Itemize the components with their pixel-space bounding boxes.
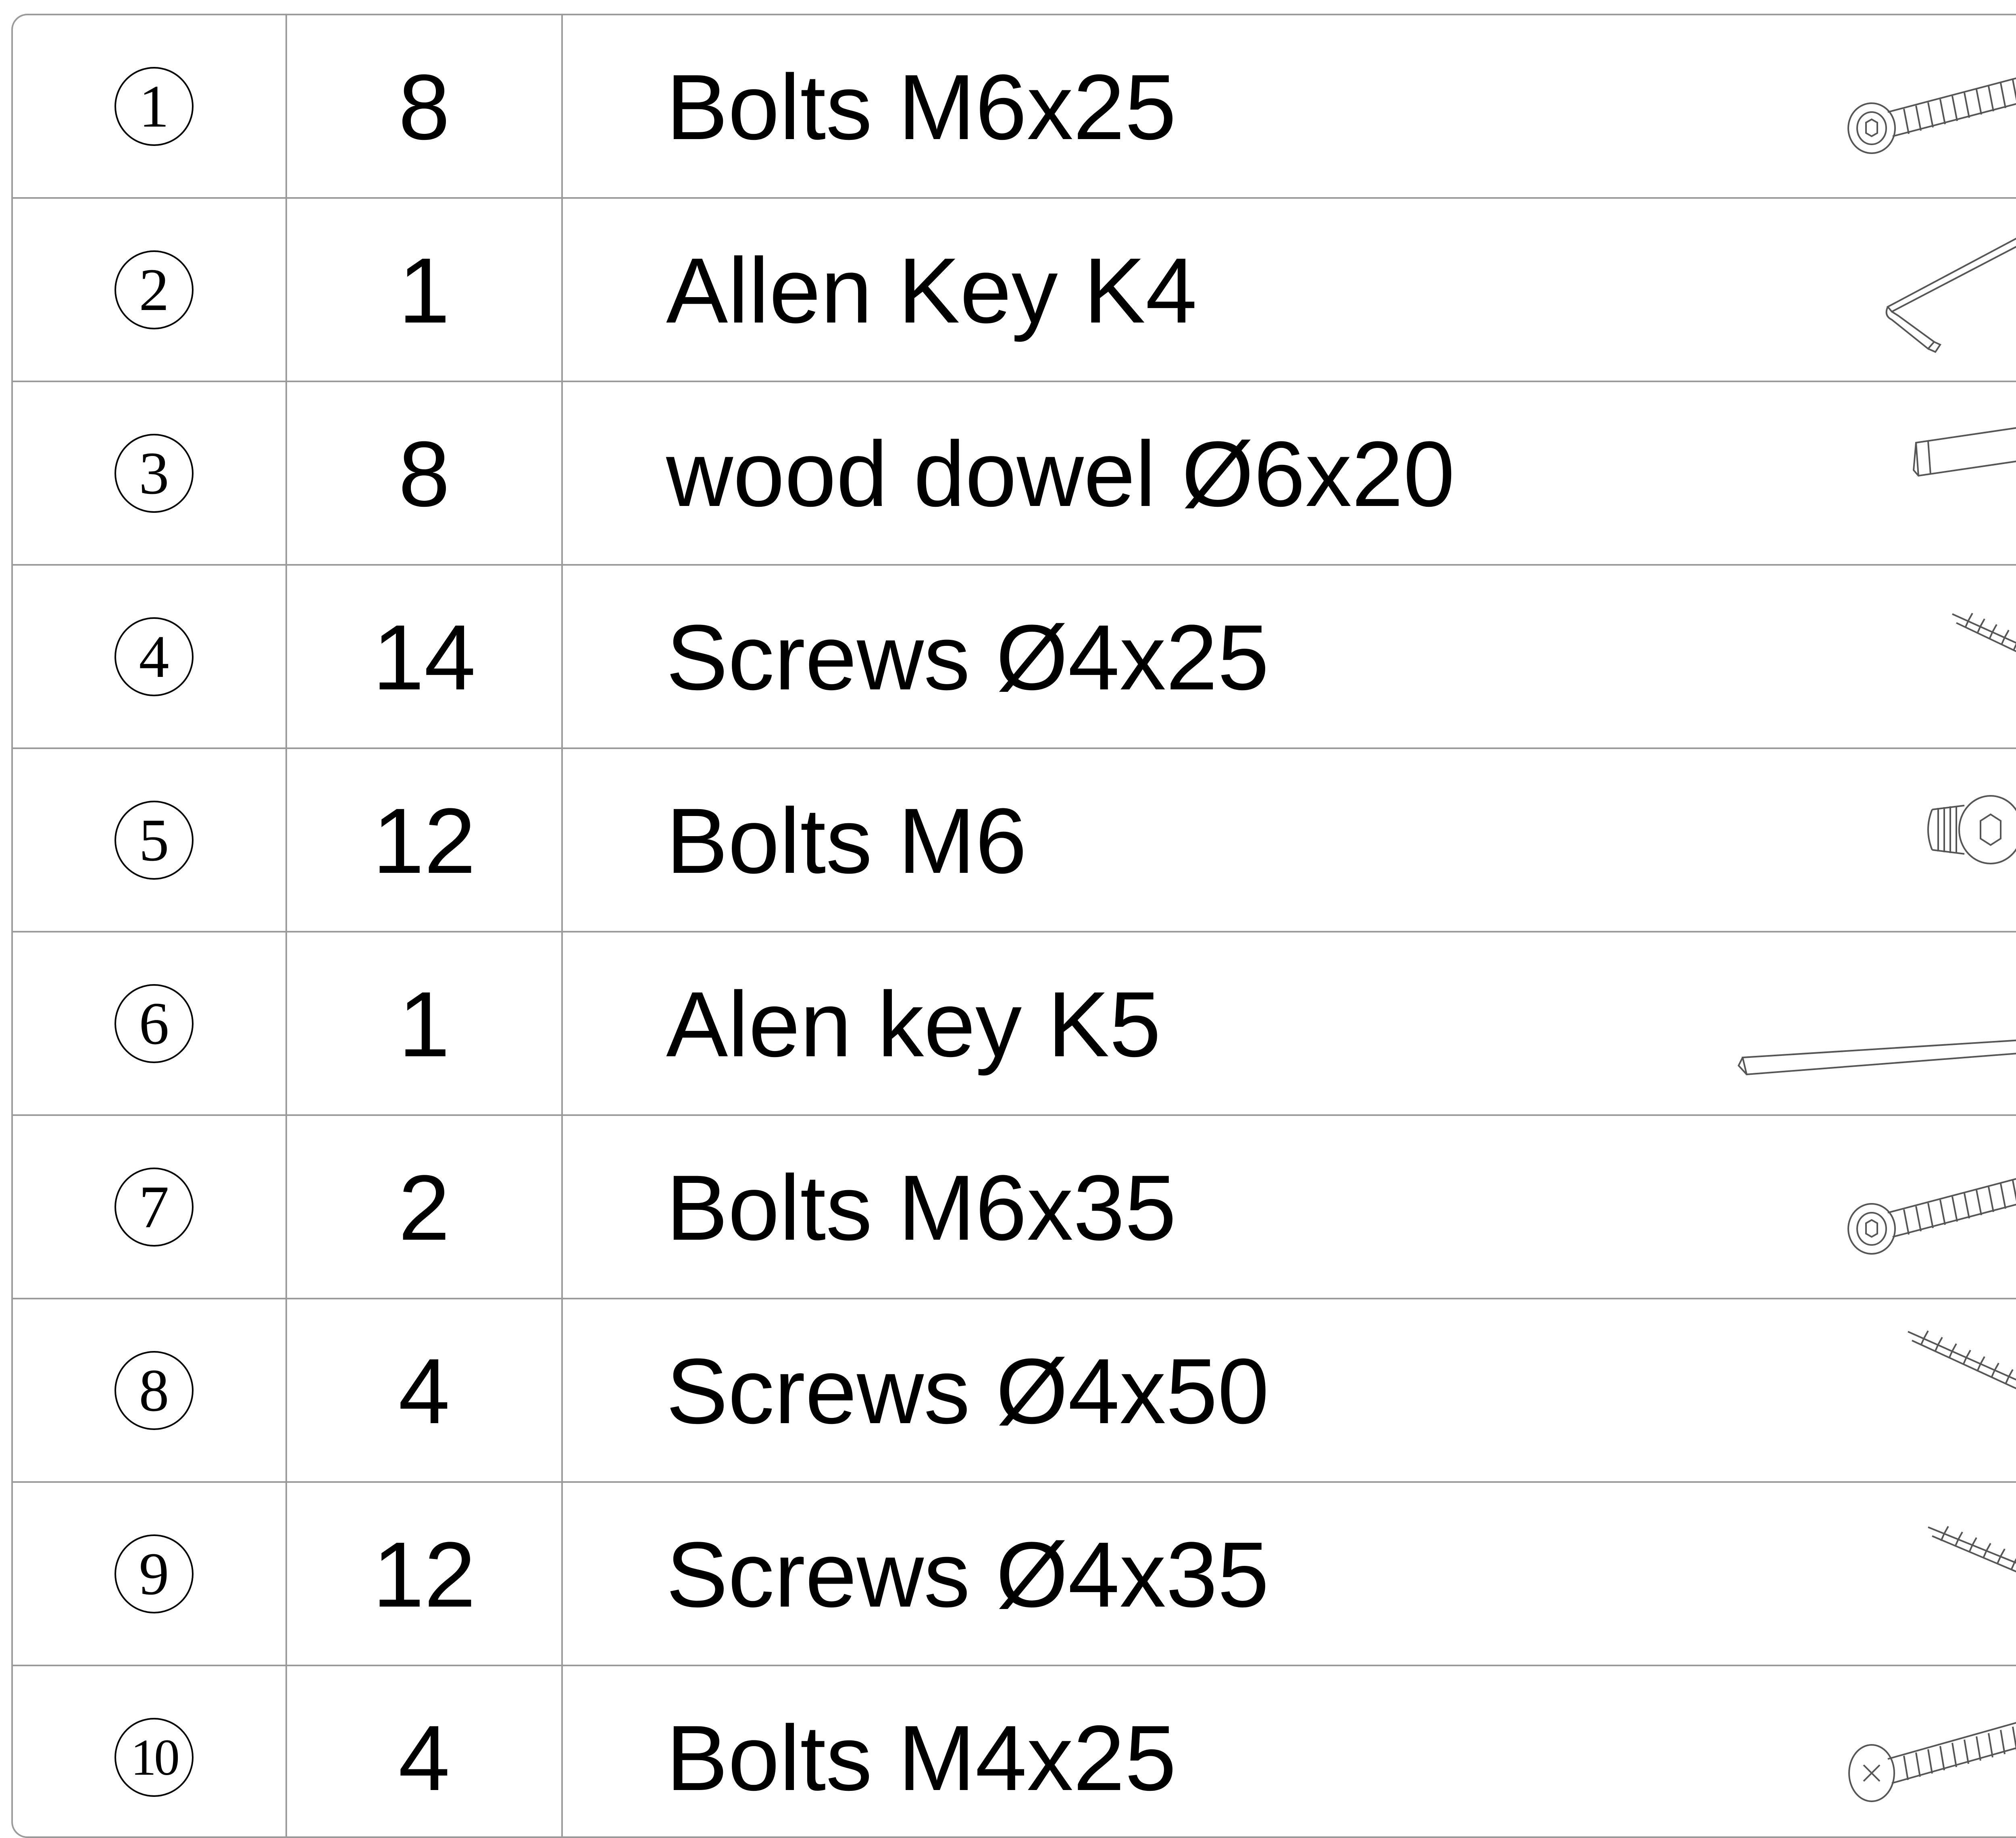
- parts-row-7: [13, 1116, 2016, 1299]
- parts-list-table: [11, 14, 2016, 1838]
- part-quantity: 4: [398, 1339, 450, 1443]
- part-index-badge: 1: [115, 67, 194, 146]
- column-divider-index: [285, 15, 287, 1836]
- part-index-badge: 8: [115, 1351, 194, 1430]
- allen-key-small-icon: [1868, 199, 2016, 382]
- part-quantity: 1: [398, 239, 450, 342]
- part-index-badge: 3: [115, 434, 194, 513]
- part-quantity: 12: [373, 789, 476, 893]
- parts-row-8: [13, 1299, 2016, 1483]
- bolt-phillips-icon: [1835, 1666, 2016, 1838]
- part-name: wood dowel Ø6x20: [666, 422, 1455, 526]
- part-name: Allen Key K4: [666, 239, 1197, 342]
- part-name: Bolts M6x25: [666, 55, 1177, 159]
- part-name: Alen key K5: [666, 972, 1161, 1076]
- part-quantity: 8: [398, 55, 450, 159]
- parts-row-1: [13, 15, 2016, 199]
- parts-row-2: [13, 199, 2016, 382]
- part-index-badge: 4: [115, 617, 194, 696]
- parts-row-9: [13, 1483, 2016, 1666]
- parts-row-6: [13, 933, 2016, 1116]
- part-name: Bolts M4x25: [666, 1706, 1177, 1810]
- part-index-badge: 2: [115, 250, 194, 329]
- part-quantity: 8: [398, 422, 450, 526]
- bolt-short-hex-icon: [1920, 749, 2016, 933]
- part-name: Screws Ø4x35: [666, 1523, 1269, 1626]
- parts-row-5: [13, 749, 2016, 933]
- part-quantity: 12: [373, 1523, 476, 1626]
- wood-dowel-icon: [1904, 382, 2016, 566]
- bolt-hex-socket-long-icon: [1839, 1116, 2016, 1299]
- part-quantity: 4: [398, 1706, 450, 1810]
- screw-long-icon: [1900, 1299, 2016, 1483]
- part-name: Screws Ø4x25: [666, 606, 1269, 709]
- part-name: Bolts M6x35: [666, 1156, 1177, 1259]
- parts-row-3: [13, 382, 2016, 566]
- column-divider-quantity: [561, 15, 563, 1836]
- part-quantity: 14: [373, 606, 476, 709]
- part-name: Bolts M6: [666, 789, 1027, 893]
- part-index-badge: 5: [115, 801, 194, 880]
- parts-row-10: [13, 1666, 2016, 1838]
- part-index-badge: 10: [115, 1718, 194, 1797]
- screw-medium-icon: [1916, 1483, 2016, 1666]
- screw-short-icon: [1940, 566, 2016, 749]
- allen-key-large-icon: [1731, 933, 2016, 1116]
- part-quantity: 1: [398, 972, 450, 1076]
- part-index-badge: 7: [115, 1168, 194, 1247]
- part-index-badge: 9: [115, 1534, 194, 1613]
- bolt-hex-socket-icon: [1839, 15, 2016, 199]
- part-quantity: 2: [398, 1156, 450, 1259]
- part-name: Screws Ø4x50: [666, 1339, 1269, 1443]
- part-index-badge: 6: [115, 984, 194, 1063]
- parts-row-4: [13, 566, 2016, 749]
